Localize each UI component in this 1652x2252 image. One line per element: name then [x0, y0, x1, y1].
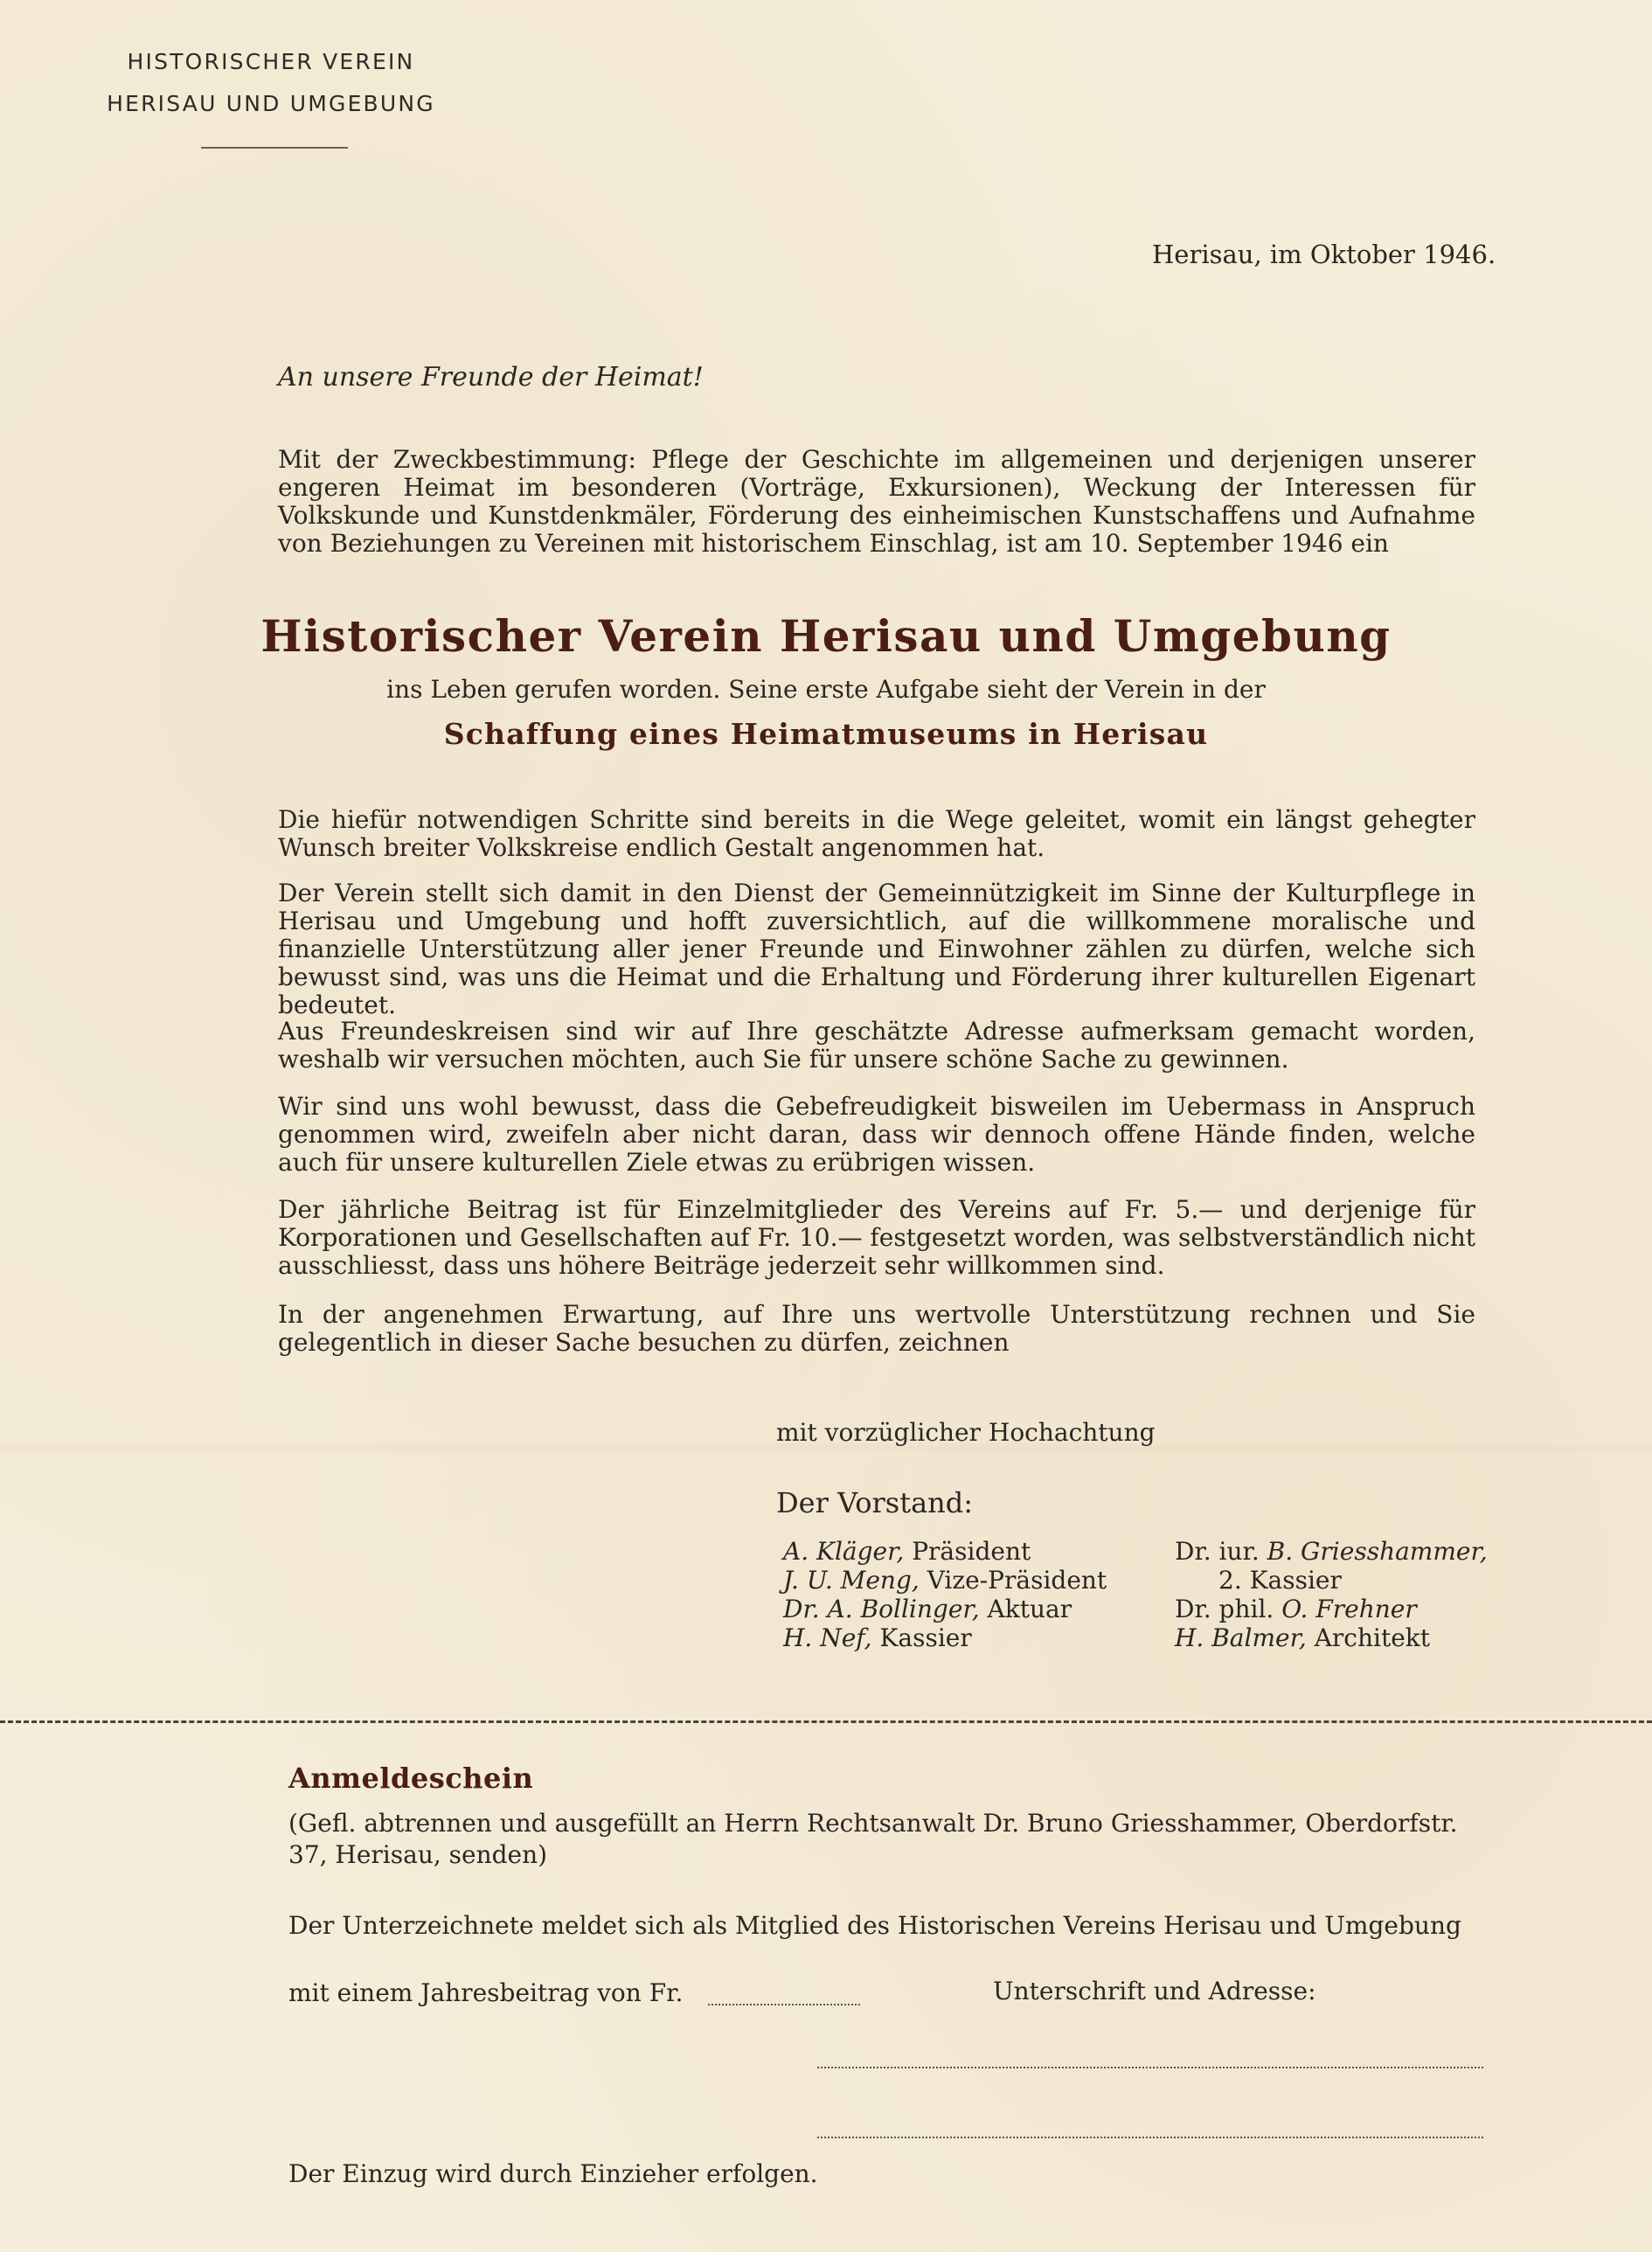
collection-note: Der Einzug wird durch Einzieher erfolgen.: [288, 2159, 818, 2188]
intro-paragraph: Mit der Zweckbestimmung: Pflege der Geschichte im allgemeinen und derjenigen unserer engeren Heimat im besonderen (Vorträge, Exkursionen), Weckung der Interessen für Volkskunde und Kunstdenkmäler, Förderung des einheimischen Kunstschaffens und Aufnahme von Beziehungen zu Vereinen mit historischem Einschlag, ist am 10. September 1946 ein: [278, 445, 1475, 558]
board-member: J. U. Meng, Vize-Präsident: [783, 1566, 1107, 1595]
address-field[interactable]: [817, 2137, 1483, 2138]
body-paragraph: Wir sind uns wohl bewusst, dass die Gebefreudigkeit bisweilen im Uebermass in Anspruch genommen wird, zweifeln aber nicht daran, dass wir dennoch offene Hände finden, welche auch für unsere kulturellen Ziele etwas zu erübrigen wissen.: [278, 1092, 1475, 1177]
board-label: Der Vorstand:: [776, 1486, 974, 1519]
form-title: Anmeldeschein: [288, 1762, 534, 1795]
title-connector-line: ins Leben gerufen worden. Seine erste Aufgabe sieht der Verein in der: [386, 675, 1266, 704]
letterhead-rule: [201, 147, 348, 149]
board-member-role: 2. Kassier: [1218, 1566, 1342, 1595]
body-paragraph: Die hiefür notwendigen Schritte sind bereits in die Wege geleitet, womit ein längst gehegter Wunsch breiter Volkskreise endlich Gestalt angenommen hat.: [278, 805, 1475, 862]
body-paragraph: Der Verein stellt sich damit in den Dienst der Gemeinnützigkeit im Sinne der Kulturpflege in Herisau und Umgebung und hofft zuversichtlich, auf die willkommene moralische und finanzielle Unterstützung aller jener Freunde und Einwohner zählen zu dürfen, welche sich bewusst sind, was uns die Heimat und die Erhaltung und Förderung ihrer kulturellen Eigenart bedeutet.: [278, 879, 1475, 1019]
board-member: H. Balmer, Architekt: [1175, 1623, 1431, 1652]
board-member: Dr. A. Bollinger, Aktuar: [783, 1595, 1072, 1623]
form-instructions: (Gefl. abtrennen und ausgefüllt an Herrn Rechtsanwalt Dr. Bruno Griesshammer, Oberdorfstr. 37, Herisau, senden): [288, 1809, 1458, 1869]
board-members-right: [1175, 1537, 1488, 1652]
cut-line: [0, 1720, 1652, 1723]
fee-amount-field[interactable]: [708, 2004, 860, 2005]
body-paragraph: Der jährliche Beitrag ist für Einzelmitglieder des Vereins auf Fr. 5.— und derjenige für Korporationen und Gesellschaften auf Fr. 10.— festgesetzt worden, was selbstverständlich nicht ausschliesst, dass uns höhere Beiträge jederzeit sehr willkommen sind.: [278, 1195, 1475, 1280]
letterhead-line-1: HISTORISCHER VEREIN: [127, 49, 415, 74]
closing-phrase: mit vorzüglicher Hochachtung: [776, 1418, 1156, 1447]
form-declaration: Der Unterzeichnete meldet sich als Mitglied des Historischen Vereins Herisau und Umgebung: [288, 1911, 1461, 1940]
body-paragraph: In der angenehmen Erwartung, auf Ihre uns wertvolle Unterstützung rechnen und Sie gelegentlich in dieser Sache besuchen zu dürfen, zeichnen: [278, 1300, 1475, 1357]
board-member: Dr. iur. B. Griesshammer,: [1175, 1537, 1488, 1566]
association-title: Historischer Verein Herisau und Umgebung: [260, 610, 1392, 662]
salutation: An unsere Freunde der Heimat!: [278, 362, 704, 393]
fee-label: mit einem Jahresbeitrag von Fr.: [288, 1978, 684, 2007]
board-member: H. Nef, Kassier: [783, 1623, 972, 1652]
board-member: A. Kläger, Präsident: [783, 1537, 1031, 1566]
signature-label: Unterschrift und Adresse:: [993, 1977, 1316, 2005]
museum-title: Schaffung eines Heimatmuseums in Herisau: [443, 717, 1209, 751]
signature-field[interactable]: [817, 2067, 1483, 2068]
board-members-left: [783, 1537, 1107, 1652]
board-member: Dr. phil. O. Frehner: [1175, 1595, 1417, 1623]
body-paragraph: Aus Freundeskreisen sind wir auf Ihre geschätzte Adresse aufmerksam gemacht worden, weshalb wir versuchen möchten, auch Sie für unsere schöne Sache zu gewinnen.: [278, 1017, 1475, 1074]
letter-date: Herisau, im Oktober 1946.: [1152, 240, 1496, 269]
letterhead-line-2: HERISAU UND UMGEBUNG: [107, 91, 435, 116]
